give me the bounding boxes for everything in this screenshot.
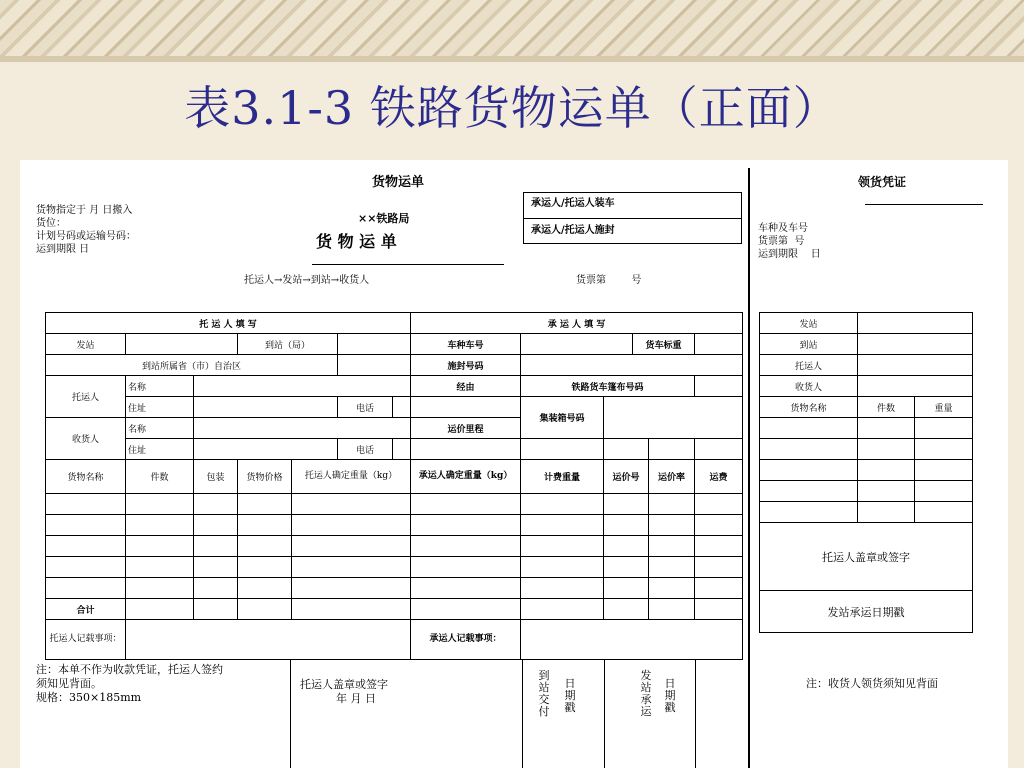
footer-note-2: 须知见背面。 xyxy=(36,677,102,690)
footer-divider-2 xyxy=(522,659,523,768)
shipper-weight-header: 托运人确定重量（kg） xyxy=(292,460,411,494)
goods-row xyxy=(46,536,743,557)
shipper-notes-value[interactable] xyxy=(126,620,411,660)
doc-title: 货物运单 xyxy=(372,175,425,190)
shipper-notes-label: 托运人记载事项： xyxy=(46,620,126,660)
footer-date: 年 月 日 xyxy=(336,692,376,705)
decorative-header-band xyxy=(0,0,1024,62)
footer-note-1: 注：本单不作为收款凭证，托运人签约 xyxy=(36,663,223,676)
receipt-shipper-label: 托运人 xyxy=(760,355,858,376)
charge-weight-header: 计费重量 xyxy=(521,460,604,494)
tag-weight-label: 货车标重 xyxy=(633,334,695,355)
shipper-name-label: 名称 xyxy=(126,376,194,397)
flow-text: 托运人→发站→到站→收货人 xyxy=(244,275,370,286)
receipt-row xyxy=(760,418,973,439)
consignee-phone-label: 电话 xyxy=(338,439,393,460)
header-line-1: 货物指定于 月 日搬入 xyxy=(36,205,133,216)
slide-title: 表3.1-3 铁路货物运单（正面） xyxy=(184,81,840,135)
from-station-label: 发站 xyxy=(46,334,126,355)
distance-extra-1[interactable] xyxy=(521,439,604,460)
footer-arrive-stamp: 日期戳 xyxy=(564,677,576,714)
goods-row xyxy=(46,494,743,515)
consignee-address-label: 住址 xyxy=(126,439,194,460)
pieces-header: 件数 xyxy=(126,460,194,494)
receipt-to-label: 到站 xyxy=(760,334,858,355)
carrier-box-divider xyxy=(523,218,742,219)
receipt-consignee-label: 收货人 xyxy=(760,376,858,397)
receipt-consignee-value[interactable] xyxy=(858,376,973,397)
receipt-line-1: 车种及车号 xyxy=(758,223,808,234)
waybill-document xyxy=(20,160,1008,768)
footer-depart: 发站承运 xyxy=(640,669,652,718)
receipt-line-2: 货票第 号 xyxy=(758,236,805,247)
carrier-weight-header: 承运人确定重量（kg） xyxy=(411,460,521,494)
distance-extra-2[interactable] xyxy=(604,439,649,460)
receipt-goods-header: 货物名称 xyxy=(760,397,858,418)
carrier-notes-label: 承运人记载事项： xyxy=(411,620,521,660)
goods-row xyxy=(46,557,743,578)
shipper-address-label: 住址 xyxy=(126,397,194,418)
carrier-notes-value[interactable] xyxy=(521,620,743,660)
to-station-label: 到站（局） xyxy=(238,334,338,355)
header-line-4: 运到期限 日 xyxy=(36,244,90,255)
shipper-fill-header: 托 运 人 填 写 xyxy=(46,313,411,334)
seal-no-label: 施封号码 xyxy=(411,355,521,376)
car-no-label: 车种车号 xyxy=(411,334,521,355)
receipt-row xyxy=(760,439,973,460)
header-line-3: 计划号码或运输号码： xyxy=(36,231,136,242)
ticket-no: 货票第 号 xyxy=(576,275,642,286)
shipper-name-value[interactable] xyxy=(194,376,411,397)
packing-header: 包装 xyxy=(194,460,238,494)
receipt-title: 领货凭证 xyxy=(858,175,907,189)
footer-divider-1 xyxy=(290,659,291,768)
receipt-stamp: 发站承运日期戳 xyxy=(760,591,973,633)
freight-header: 运费 xyxy=(695,460,743,494)
via-label: 经由 xyxy=(411,376,521,397)
dest-region-label: 到站所属省（市）自治区 xyxy=(46,355,338,376)
shipper-address-value[interactable] xyxy=(194,397,338,418)
receipt-title-rule xyxy=(865,204,983,205)
goods-name-header: 货物名称 xyxy=(46,460,126,494)
receipt-sign: 托运人盖章或签字 xyxy=(760,523,973,591)
receipt-from-value[interactable] xyxy=(858,313,973,334)
tag-weight-value[interactable] xyxy=(695,334,743,355)
goods-row xyxy=(46,578,743,599)
seal-no-value[interactable] xyxy=(521,355,743,376)
consignee-phone-value[interactable] xyxy=(393,439,411,460)
carrier-load-label: 承运人/托运人装车 xyxy=(531,198,615,209)
goods-row xyxy=(46,515,743,536)
heading-underline xyxy=(312,264,504,265)
shipper-phone-label: 电话 xyxy=(338,397,393,418)
distance-value[interactable] xyxy=(411,439,521,460)
dest-region-value[interactable] xyxy=(338,355,411,376)
receipt-line-3: 运到期限 日 xyxy=(758,249,821,260)
container-car-label: 铁路货车篷布号码 xyxy=(521,376,695,397)
footer-note-3: 规格：350×185mm xyxy=(36,691,142,704)
carrier-seal-label: 承运人/托运人施封 xyxy=(531,225,615,236)
receipt-note: 注：收货人领货须知见背面 xyxy=(806,677,938,690)
footer-sign: 托运人盖章或签字 xyxy=(300,678,388,691)
footer-arrive: 到站交付 xyxy=(538,669,550,718)
carrier-fill-header: 承 运 人 填 写 xyxy=(411,313,743,334)
receipt-from-label: 发站 xyxy=(760,313,858,334)
footer-divider-4 xyxy=(695,659,696,768)
rate-header: 运价率 xyxy=(649,460,695,494)
value-header: 货物价格 xyxy=(238,460,292,494)
receipt-row xyxy=(760,502,973,523)
receipt-table xyxy=(759,312,973,633)
consignee-address-value[interactable] xyxy=(194,439,338,460)
shipper-phone-value[interactable] xyxy=(393,397,411,418)
consignee-name-value[interactable] xyxy=(194,418,411,439)
consignee-name-label: 名称 xyxy=(126,418,194,439)
container-car-value[interactable] xyxy=(695,376,743,397)
footer-divider-3 xyxy=(604,659,605,768)
receipt-to-value[interactable] xyxy=(858,334,973,355)
footer-depart-stamp: 日期戳 xyxy=(664,677,676,714)
rate-no-header: 运价号 xyxy=(604,460,649,494)
container-no-value[interactable] xyxy=(604,397,743,439)
receipt-weight-header: 重量 xyxy=(915,397,973,418)
shipper-label: 托运人 xyxy=(46,376,126,418)
consignee-label: 收货人 xyxy=(46,418,126,460)
from-station-value[interactable] xyxy=(126,334,238,355)
distance-extra-4[interactable] xyxy=(695,439,743,460)
via-value[interactable] xyxy=(411,397,521,418)
receipt-separator xyxy=(748,168,750,768)
distance-label: 运价里程 xyxy=(411,418,521,439)
total-label: 合计 xyxy=(46,599,126,620)
receipt-shipper-value[interactable] xyxy=(858,355,973,376)
decorative-header-line xyxy=(0,56,1024,62)
container-no-label: 集装箱号码 xyxy=(521,397,604,439)
bureau-name: ××铁路局 xyxy=(358,212,410,225)
receipt-row xyxy=(760,460,973,481)
receipt-pieces-header: 件数 xyxy=(858,397,915,418)
distance-extra-3[interactable] xyxy=(649,439,695,460)
main-table xyxy=(45,312,743,660)
receipt-row xyxy=(760,481,973,502)
header-line-2: 货位： xyxy=(36,218,66,229)
car-no-value[interactable] xyxy=(521,334,633,355)
to-station-value[interactable] xyxy=(338,334,411,355)
waybill-heading: 货 物 运 单 xyxy=(316,232,397,251)
